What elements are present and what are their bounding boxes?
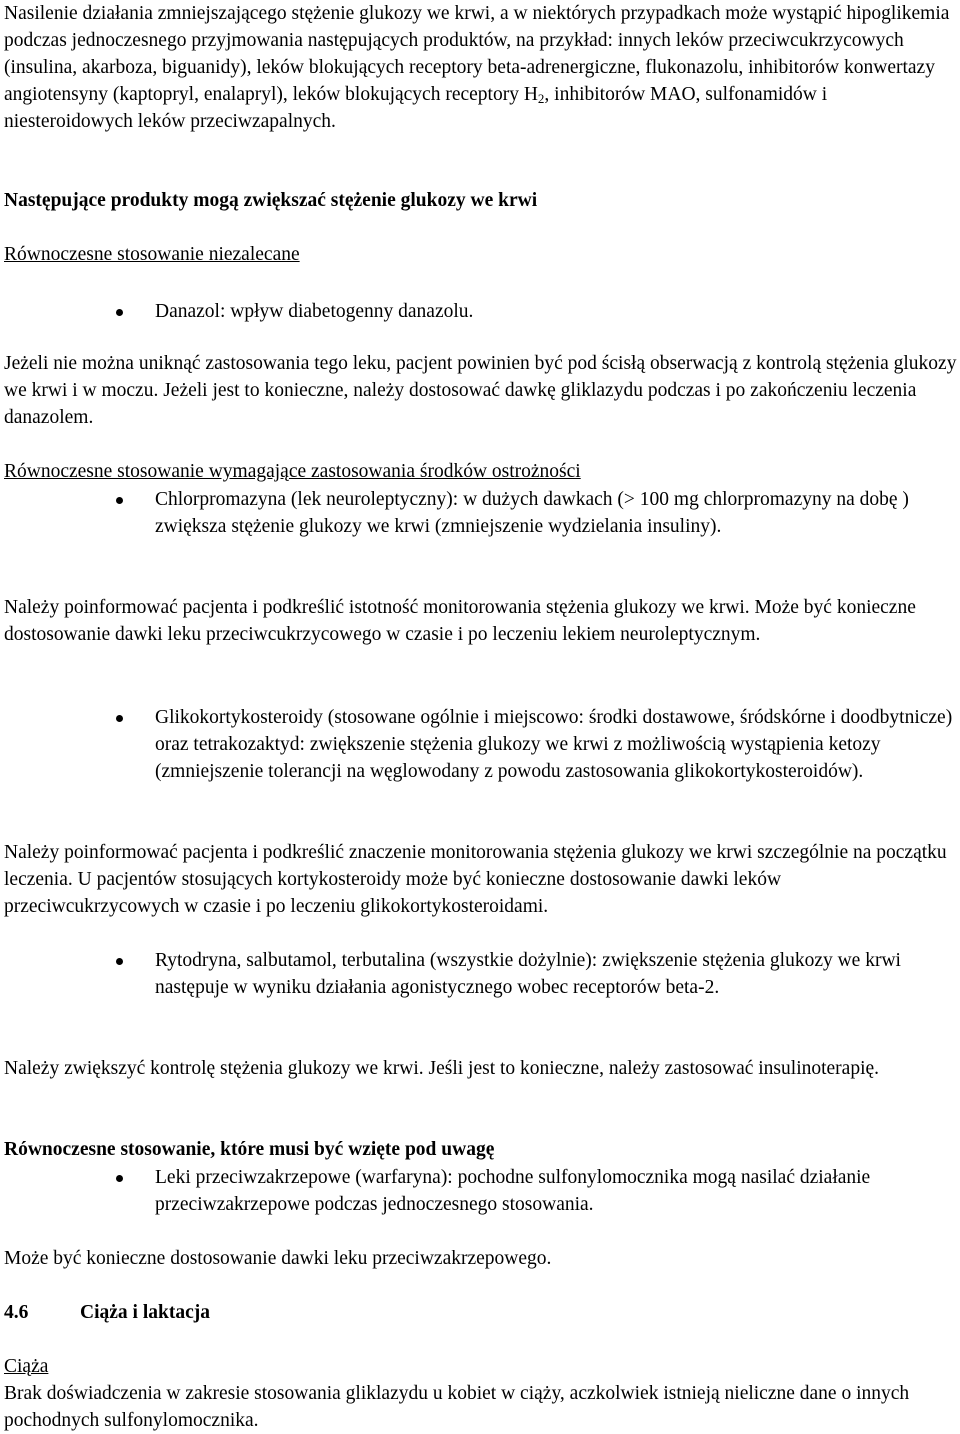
subheading-precautions: Równoczesne stosowanie wymagające zastosowania środków ostrożności (4, 461, 581, 482)
subscript: 2 (537, 91, 545, 106)
paragraph-text-continued: , inhibitorów MAO, sulfonamidów i niesteroidowych leków przeciwzapalnych. (4, 84, 828, 132)
bullet-list-danazol (0, 298, 960, 325)
section-title: Ciąża i laktacja (80, 1302, 210, 1323)
paragraph-hypoglycemia-interactions (4, 0, 960, 135)
paragraph-pregnancy: Brak doświadczenia w zakresie stosowania gliklazydu u kobiet w ciąży, aczkolwiek istnieją nieliczne dane o innych pochodnych sulfonylomocznika. (4, 1383, 910, 1431)
list-item: Glikokortykosteroidy (stosowane ogólnie i miejscowo: środki dostawowe, śródskórne i doodbytnicze) oraz tetrakozaktyd: zwiększenie stężenia glukozy we krwi z możliwością wystąpienia ketozy (zmniejszenie tolerancji na węglowodany z powodu zastosowania glikokortykosteroidów). (0, 704, 960, 785)
heading-increase-glucose: Następujące produkty mogą zwiększać stężenie glukozy we krwi (4, 190, 538, 211)
paragraph-danazol: Jeżeli nie można uniknąć zastosowania tego leku, pacjent powinien być pod ścisłą obserwacją z kontrolą stężenia glukozy we krwi i w moczu. Jeżeli jest to konieczne, należy dostosować dawkę gliklazydu podczas i po zakończeniu leczenia danazolem. (4, 353, 957, 428)
list-item: Leki przeciwzakrzepowe (warfaryna): pochodne sulfonylomocznika mogą nasilać działanie przeciwzakrzepowe podczas jednoczesnego stosowania. (0, 1164, 960, 1218)
list-item: Chlorpromazyna (lek neuroleptyczny): w dużych dawkach (> 100 mg chlorpromazyny na dobę ) zwiększa stężenie glukozy we krwi (zmniejszenie wydzielania insuliny). (0, 486, 960, 540)
paragraph-glucocorticoids: Należy poinformować pacjenta i podkreślić znaczenie monitorowania stężenia glukozy we krwi szczególnie na początku leczenia. U pacjentów stosujących kortykosteroidy może być konieczne dostosowanie dawki leków przeciwcukrzycowych w czasie i po leczeniu glikokortykosteroidami. (4, 842, 947, 917)
section-number: 4.6 (4, 1302, 29, 1323)
paragraph-text: Nasilenie działania zmniejszającego stężenie glukozy we krwi, a w niektórych przypadkach może wystąpić hipoglikemia podczas jednoczesnego przyjmowania następujących produktów, na przykład: innych leków przeciwcukrzycowych (insulina, akarboza, biguanidy), leków blokujących receptory beta-adrenergiczne, flukonazolu, inhibitorów konwertazy angiotensyny (kaptopryl, enalapryl), leków blokujących receptory H (4, 3, 950, 105)
bullet-list-ritodrine (0, 947, 960, 1001)
subheading-not-recommended: Równoczesne stosowanie niezalecane (4, 244, 300, 265)
heading-consider: Równoczesne stosowanie, które musi być wzięte pod uwagę (4, 1139, 495, 1160)
bullet-list-anticoagulants (0, 1164, 960, 1218)
paragraph-ritodrine: Należy zwiększyć kontrolę stężenia glukozy we krwi. Jeśli jest to konieczne, należy zastosować insulinoterapię. (4, 1058, 880, 1079)
list-item: Danazol: wpływ diabetogenny danazolu. (0, 298, 960, 325)
paragraph-chlorpromazine: Należy poinformować pacjenta i podkreślić istotność monitorowania stężenia glukozy we krwi. Może być konieczne dostosowanie dawki leku przeciwcukrzycowego w czasie i po leczeniu lekiem neuroleptycznym. (4, 597, 916, 645)
section-heading (4, 1299, 960, 1326)
subheading-pregnancy: Ciąża (4, 1356, 49, 1377)
paragraph-anticoagulants: Może być konieczne dostosowanie dawki leku przeciwzakrzepowego. (4, 1248, 552, 1269)
bullet-list-glucocorticoids (0, 704, 960, 785)
list-item: Rytodryna, salbutamol, terbutalina (wszystkie dożylnie): zwiększenie stężenia glukozy we krwi następuje w wyniku działania agonistycznego wobec receptorów beta-2. (0, 947, 960, 1001)
bullet-list-chlorpromazine (0, 486, 960, 540)
